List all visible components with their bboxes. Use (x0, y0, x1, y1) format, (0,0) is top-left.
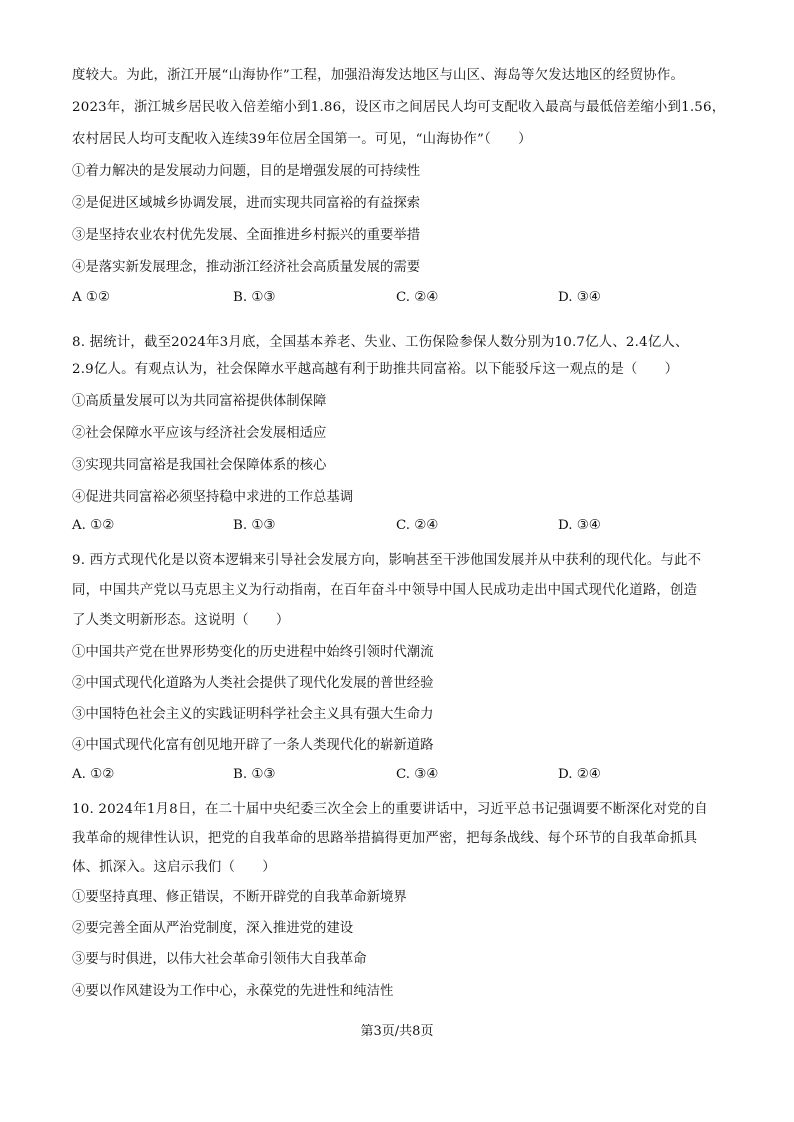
q10-item-2: ②要完善全面从严治党制度，深入推进党的建设 (72, 921, 354, 936)
q7-item-3: ③是坚持农业农村优先发展、全面推进乡村振兴的重要举措 (72, 228, 421, 243)
q8-option-b: B. ①③ (233, 518, 276, 533)
q8-item-4: ④促进共同富裕必须坚持稳中求进的工作总基调 (72, 490, 354, 505)
q8-item-2: ②社会保障水平应该与经济社会发展相适应 (72, 426, 327, 441)
q7-item-2: ②是促进区域城乡协调发展，进而实现共同富裕的有益探索 (72, 196, 421, 211)
q8-option-d: D. ③④ (558, 518, 601, 533)
q9-stem-line-1: 9. 西方式现代化是以资本逻辑来引导社会发展方向，影响甚至干涉他国发展并从中获利的现代化。与此不 (72, 553, 702, 568)
q7-item-1: ①着力解决的是发展动力问题，目的是增强发展的可持续性 (72, 164, 421, 179)
q9-item-1: ①中国共产党在世界形势变化的历史进程中始终引领时代潮流 (72, 645, 434, 660)
q7-stem-line-1: 度较大。为此，浙江开展“山海协作”工程，加强沿海发达地区与山区、海岛等欠发达地区的经贸协作。 (72, 68, 685, 83)
q10-item-3: ③要与时俱进，以伟大社会革命引领伟大自我革命 (72, 952, 367, 967)
q9-item-4: ④中国式现代化富有创见地开辟了一条人类现代化的崭新道路 (72, 738, 434, 753)
q8-stem-line-1: 8. 据统计，截至2024年3月底，全国基本养老、失业、工伤保险参保人数分别为10.7亿人、2.4亿人、 (72, 335, 689, 350)
q9-option-c: C. ③④ (396, 767, 439, 782)
q10-stem-line-2: 我革命的规律性认识，把党的自我革命的思路举措搞得更加严密，把每条战线、每个环节的自我革命抓具 (72, 831, 698, 846)
q9-item-2: ②中国式现代化道路为人类社会提供了现代化发展的普世经验 (72, 676, 434, 691)
q7-option-c: C. ②④ (396, 290, 439, 305)
q9-option-d: D. ②④ (558, 767, 601, 782)
q7-option-b: B. ①③ (233, 290, 276, 305)
q7-option-a: A ①② (72, 290, 110, 305)
q8-item-1: ①高质量发展可以为共同富裕提供体制保障 (72, 394, 327, 409)
q9-option-b: B. ①③ (233, 767, 276, 782)
q8-option-c: C. ②④ (396, 518, 439, 533)
q8-stem-line-2: 2.9亿人。有观点认为，社会保障水平越高越有利于助推共同富裕。以下能驳斥这一观点的是（ ） (72, 362, 679, 377)
q8-item-3: ③实现共同富裕是我国社会保障体系的核心 (72, 458, 327, 473)
q10-item-4: ④要以作风建设为工作中心，永葆党的先进性和纯洁性 (72, 984, 394, 999)
q9-item-3: ③中国特色社会主义的实践证明科学社会主义具有强大生命力 (72, 707, 434, 722)
q9-option-a: A. ①② (72, 767, 115, 782)
q7-stem-line-2: 2023年，浙江城乡居民收入倍差缩小到1.86，设区市之间居民人均可支配收入最高与最低倍差缩小到1.56， (72, 100, 726, 115)
q9-stem-line-2: 同，中国共产党以马克思主义为行动指南，在百年奋斗中领导中国人民成功走出中国式现代化道路，创造 (72, 583, 698, 598)
q10-item-1: ①要坚持真理、修正错误，不断开辟党的自我革命新境界 (72, 890, 407, 905)
q7-option-d: D. ③④ (558, 290, 601, 305)
q7-item-4: ④是落实新发展理念，推动浙江经济社会高质量发展的需要 (72, 260, 421, 275)
q10-stem-line-1: 10. 2024年1月8日，在二十届中央纪委三次全会上的重要讲话中，习近平总书记强调要不断深化对党的自 (72, 802, 708, 817)
q8-option-a: A. ①② (72, 518, 115, 533)
q7-stem-line-3: 农村居民人均可支配收入连续39年位居全国第一。可见，“山海协作”（ ） (72, 132, 532, 147)
q9-stem-line-3: 了人类文明新形态。这说明（ ） (72, 613, 290, 628)
q10-stem-line-3: 体、抓深入。这启示我们（ ） (72, 860, 276, 875)
page-number-footer: 第3页/共8页 (360, 1024, 434, 1039)
